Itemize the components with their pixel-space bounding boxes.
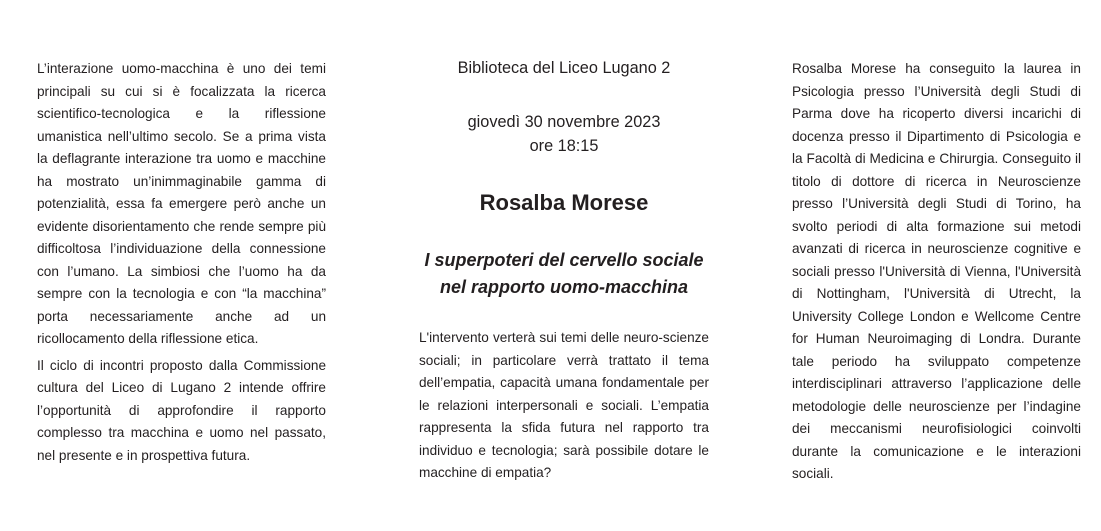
talk-title [419, 247, 709, 301]
speaker-name: Rosalba Morese [479, 190, 649, 215]
intro-column [37, 58, 326, 467]
event-time: ore 18:15 [529, 137, 599, 155]
intro-paragraph: L’interazione uomo-macchina è uno dei temi principali su cui si è focalizzata la ricerca scientifico-tecnologica e la riflessione umanistica nell’ultimo secolo. Se a prima vista la deflagrante interazione tra uomo e macchine ha mostrato un’inimmaginabile gamma di potenzialità, essa fa emergere però anche un evidente disorientamento che rende sempre più difficoltosa l’individuazione della connessione con l’umano. La simbiosi che l’uomo ha da sempre con la tecnologia e con “la macchina” porta necessariamente anche ad un ricollocamento della riflessione etica. [37, 61, 326, 346]
event-column [419, 58, 709, 301]
event-venue: Biblioteca del Liceo Lugano 2 [457, 59, 671, 77]
talk-title-line-1: I superpoteri del cervello sociale [424, 250, 704, 270]
speaker-bio: Rosalba Morese ha conseguito la laurea in Psicologia presso l’Università degli Studi di Parma dove ha ricoperto diversi incarichi di docenza presso il Dipartimento di Psicologia e la Facoltà di Medicina e Chirurgia. Conseguito il titolo di dottore di ricerca in Neuroscienze presso l’Università degli Studi di Torino, ha svolto periodi di alta formazione sui metodi avanzati di ricerca in neuroscienze cognitive e sociali presso l'Università di Vienna, l'Università di Nottingham, l'Università di Utrecht, la University College London e Wellcome Centre for Human Neuroimaging di Londra. Durante tale periodo ha sviluppato competenze interdisciplinari attraverso l’applicazione delle metodologie delle neuroscienze per l’indagine dei meccanismi neurofisiologici coinvolti durante la comunicazione e le interazioni sociali. [792, 61, 1081, 481]
event-date: giovedì 30 novembre 2023 [467, 113, 661, 131]
talk-abstract: L'intervento verterà sui temi delle neuro-scienze sociali; in particolare verrà trattato il tema dell’empatia, capacità umana fondamentale per le relazioni interpersonali e sociali. L’empatia rappresenta la sfida futura nel rapporto tra individuo e tecnologia; sarà possibile dotare le macchine di empatia? [419, 330, 709, 480]
cycle-paragraph: Il ciclo di incontri proposto dalla Commissione cultura del Liceo di Lugano 2 intende offrire l’opportunità di approfondire il rapporto complesso tra macchina e uomo nel passato, nel presente e in prospettiva futura. [37, 357, 326, 463]
bio-column [792, 58, 1081, 486]
talk-title-line-2: nel rapporto uomo-macchina [439, 277, 689, 297]
